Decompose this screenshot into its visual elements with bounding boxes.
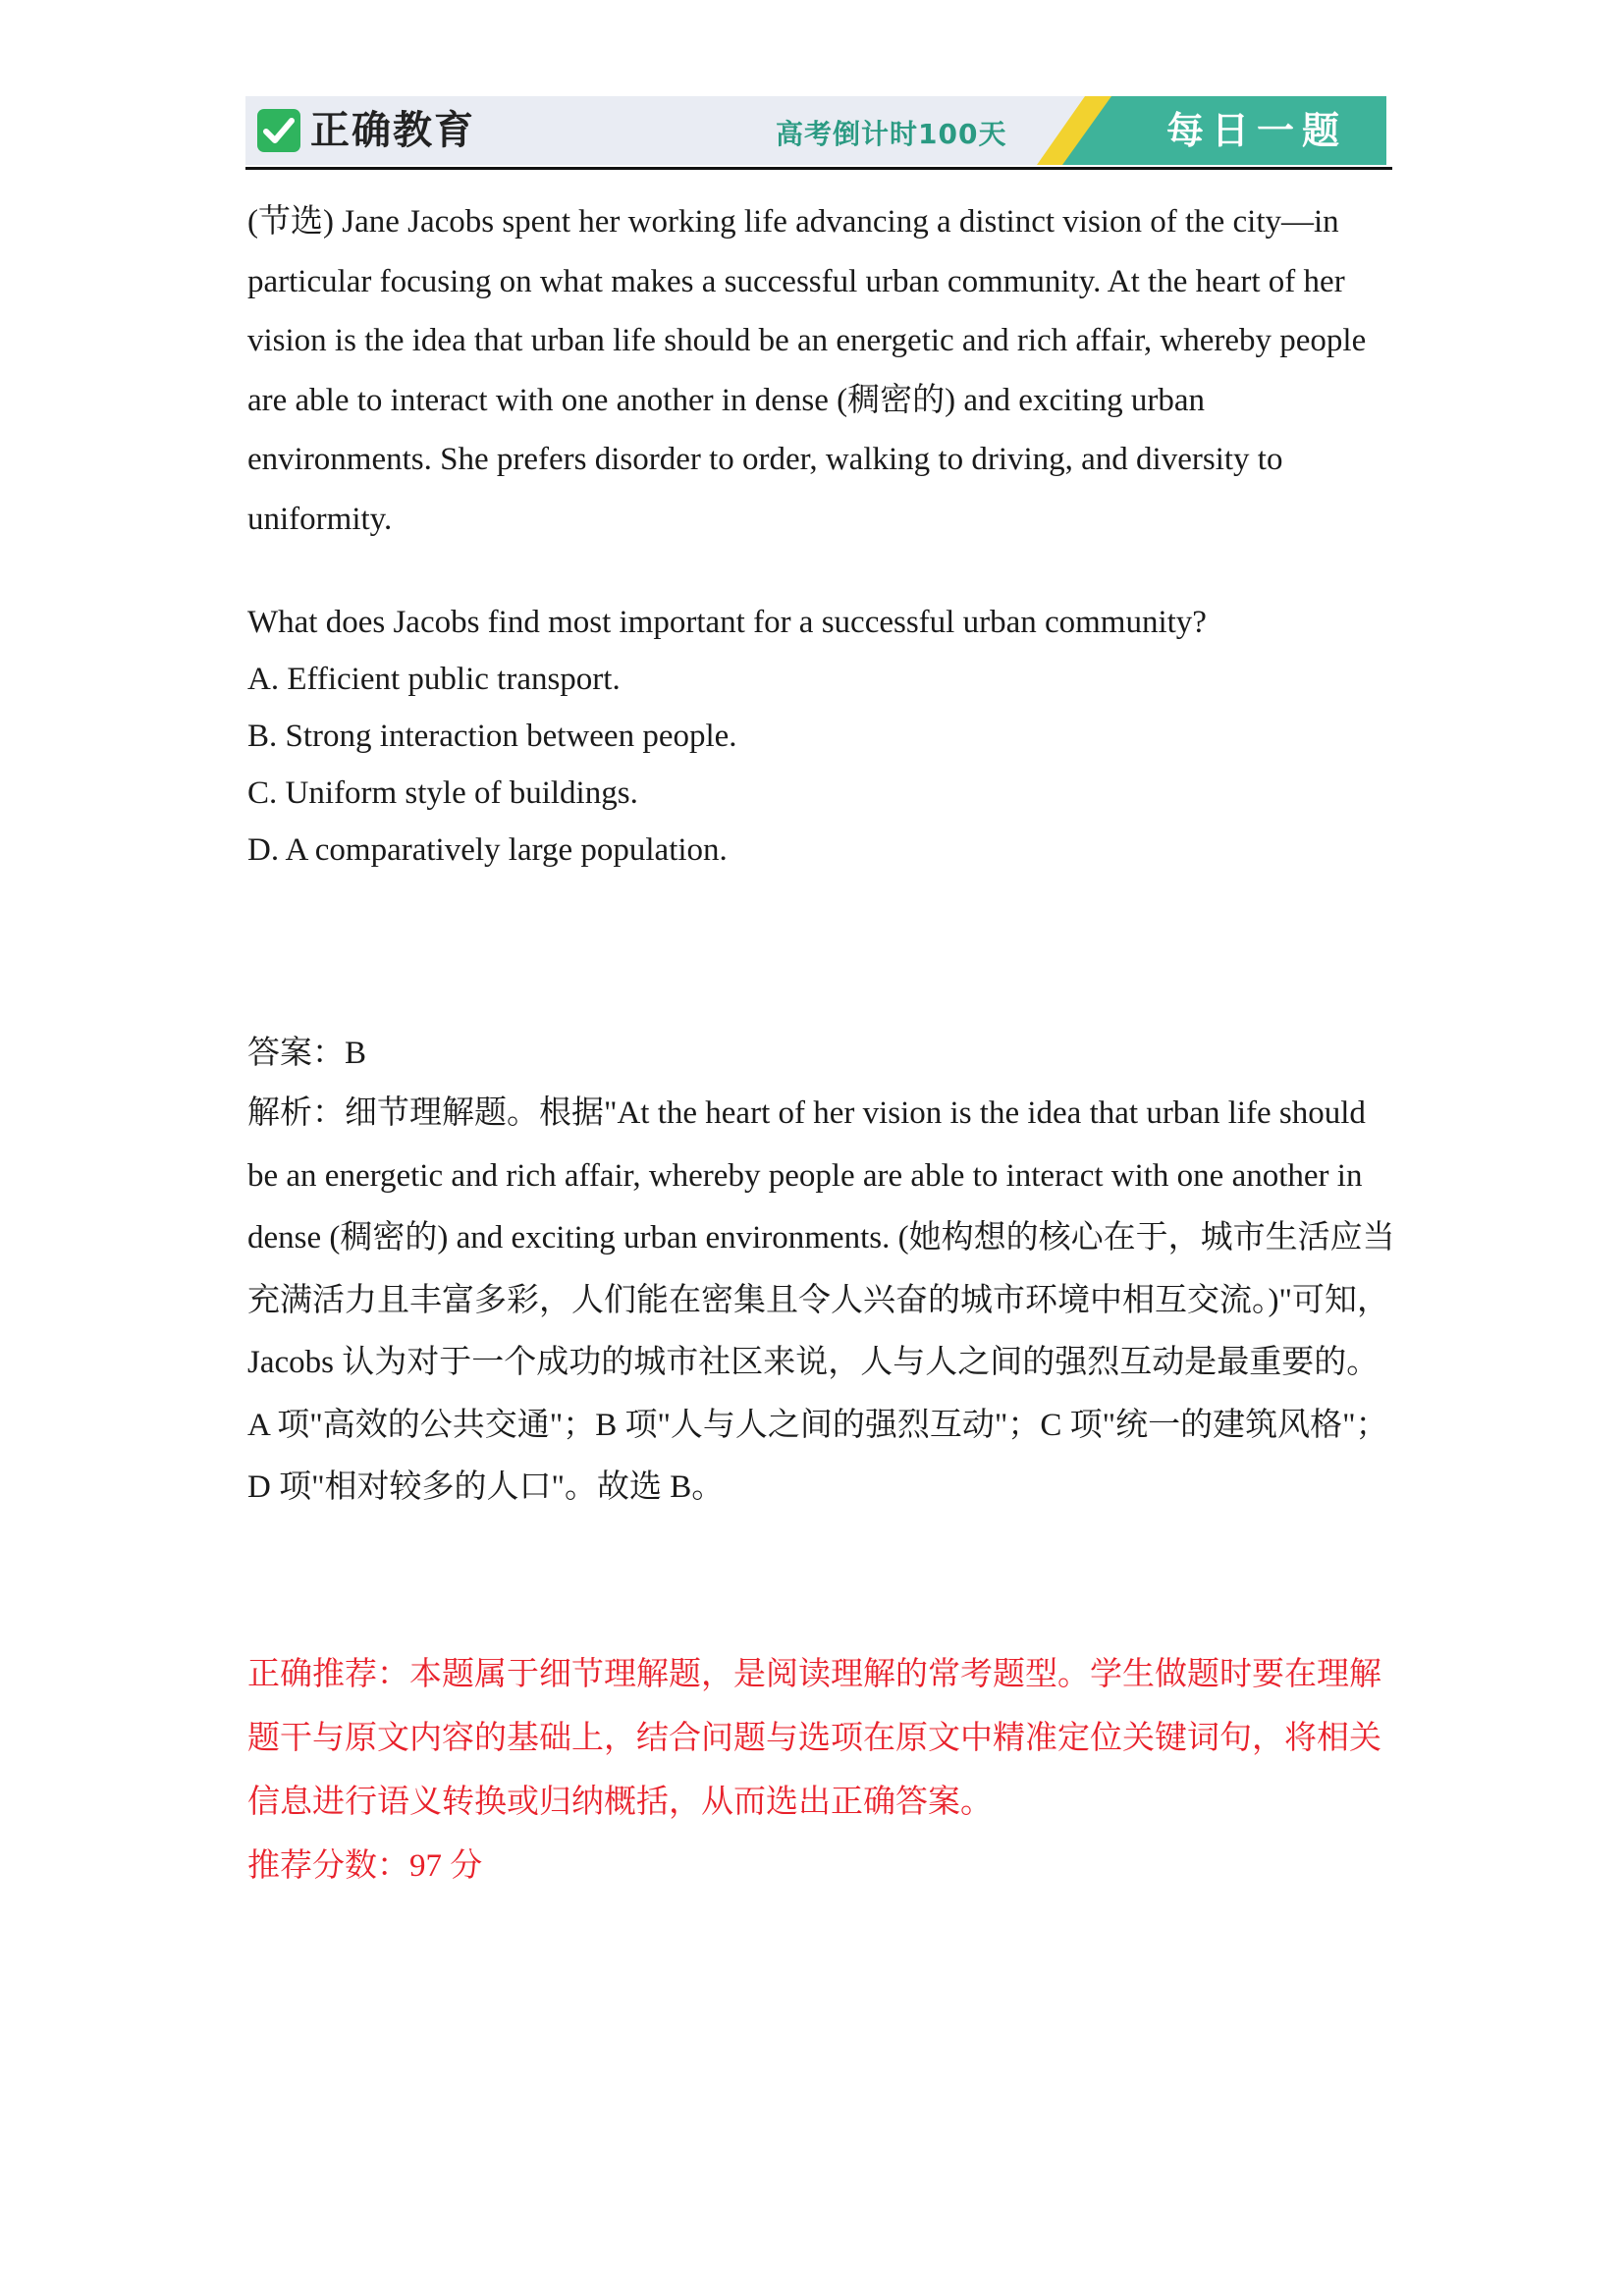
answer-block bbox=[247, 1024, 1396, 1520]
daily-question-label: 每日一题 bbox=[1165, 109, 1347, 152]
recommendation-text: 正确推荐：本题属于细节理解题，是阅读理解的常考题型。学生做题时要在理解题干与原文内容的基础上，结合问题与选项在原文中精准定位关键词句，将相关信息进行语义转换或归纳概括，从而选出正确答案。 bbox=[247, 1656, 1381, 1820]
option-a: A. Efficient public transport. bbox=[247, 662, 621, 697]
question-block bbox=[247, 594, 1396, 879]
header-divider bbox=[245, 167, 1392, 170]
brand-name: 正确教育 bbox=[310, 108, 475, 153]
question-document bbox=[247, 192, 1396, 1898]
answer-analysis: 解析：细节理解题。根据"At the heart of her vision is the idea that urban life should be an energetic and rich affair, whereby people are able to interact with one another in dense (稠密的) and exciting urban environments. (她构想的核心在于，城市生活应当充满活力且丰富多彩，人们能在密集且令人兴奋的城市环境中相互交流。)"可知，Jacobs 认为对于一个成功的城市社区来说，人与人之间的强烈互动是最重要的。A 项"高效的公共交通"；B 项"人与人之间的强烈互动"；C 项"统一的建筑风格"；D 项"相对较多的人口"。故选 B。 bbox=[247, 1095, 1395, 1505]
exam-countdown: 高考倒计时100天 bbox=[776, 118, 1007, 150]
option-c: C. Uniform style of buildings. bbox=[247, 775, 638, 811]
header-banner bbox=[245, 96, 1386, 169]
option-b: B. Strong interaction between people. bbox=[247, 719, 737, 754]
recommendation-score: 推荐分数：97 分 bbox=[247, 1847, 483, 1884]
reading-passage: (节选) Jane Jacobs spent her working life advancing a distinct vision of the city—in particular focusing on what makes a successful urban community. At the heart of her vision is the idea that urban life should be an energetic and rich affair, whereby people are able to interact with one another in dense (稠密的) and exciting urban environments. She prefers disorder to order, walking to driving, and diversity to uniformity. bbox=[247, 204, 1367, 537]
recommendation-block bbox=[247, 1643, 1396, 1898]
option-d: D. A comparatively large population. bbox=[247, 832, 728, 868]
answer-line: 答案：B bbox=[247, 1036, 367, 1071]
question-stem: What does Jacobs find most important for a successful urban community? bbox=[247, 605, 1207, 640]
